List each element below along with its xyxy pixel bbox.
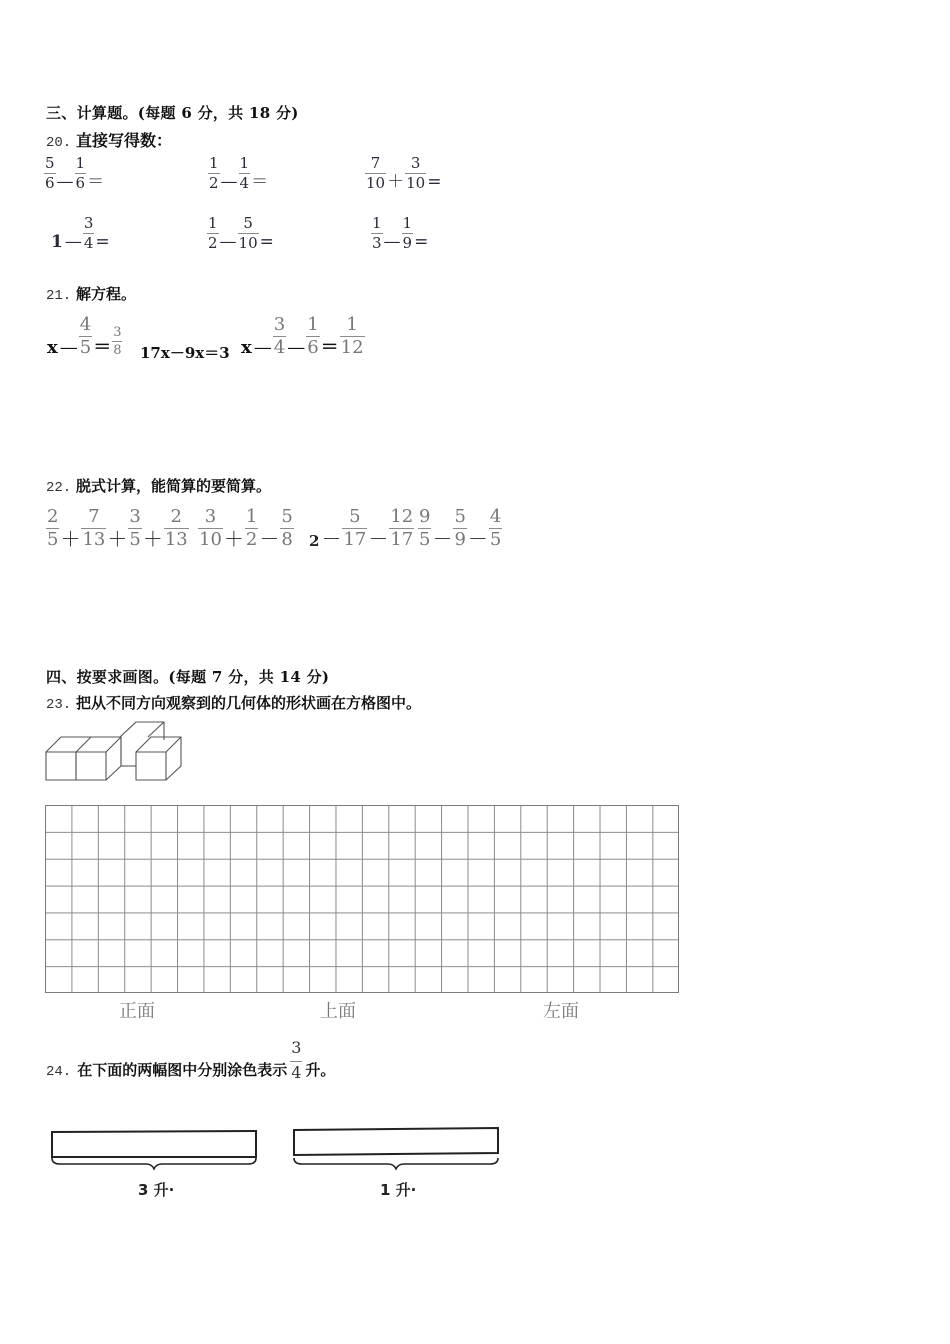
denominator: 17 xyxy=(390,529,414,550)
numerator: 12 xyxy=(390,506,414,527)
denominator: 4 xyxy=(291,1063,302,1082)
equals-sign: ＝ xyxy=(320,337,339,358)
numerator: 3 xyxy=(410,154,421,172)
numerator: 1 xyxy=(245,506,258,527)
q20-item-4 xyxy=(50,216,111,251)
numerator: 1 xyxy=(372,214,382,232)
numerator: 9 xyxy=(419,506,431,527)
denominator: 5 xyxy=(79,337,92,358)
q22-expression-2 xyxy=(198,508,294,549)
denominator: 8 xyxy=(113,343,122,358)
bar-1-liter[interactable] xyxy=(290,1126,502,1170)
question-number: 24. xyxy=(46,1064,72,1080)
question-24-header xyxy=(46,1040,335,1081)
question-21-header xyxy=(46,283,136,304)
fraction xyxy=(208,156,220,191)
denominator: 5 xyxy=(419,529,431,550)
question-title: 把从不同方向观察到的几何体的形状画在方格图中。 xyxy=(76,694,422,712)
fraction xyxy=(453,508,466,549)
equals-sign: = xyxy=(414,232,429,252)
q22-expression-3 xyxy=(308,508,414,549)
question-22-header xyxy=(46,475,271,496)
fraction xyxy=(306,316,319,357)
fraction xyxy=(238,216,259,251)
q20-item-3 xyxy=(365,156,442,191)
numerator: 3 xyxy=(129,506,141,527)
operator: ＋ xyxy=(60,527,81,551)
fraction xyxy=(365,156,386,191)
numerator: 3 xyxy=(204,506,217,527)
operator: ＋ xyxy=(107,527,128,551)
question-20-header xyxy=(46,128,172,151)
equals-sign: = xyxy=(259,232,274,252)
fraction xyxy=(46,508,59,549)
q22-expression-4 xyxy=(418,508,502,549)
brace-icon xyxy=(52,1158,256,1169)
question-title: 脱式计算，能简算的要简算。 xyxy=(76,477,272,495)
drawing-grid[interactable] xyxy=(45,805,679,993)
bar-2-label: 1 升· xyxy=(380,1181,417,1199)
fraction xyxy=(164,508,189,549)
numerator: 7 xyxy=(88,506,100,527)
fraction xyxy=(402,216,414,251)
denominator: 12 xyxy=(340,337,364,358)
numerator: 1 xyxy=(307,314,319,335)
q22-expression-1 xyxy=(46,508,189,549)
operator: － xyxy=(467,527,488,551)
operator: — xyxy=(219,232,237,252)
numerator: 3 xyxy=(83,214,94,232)
section-3-heading-text: 三、计算题。(每题 6 分，共 18 分) xyxy=(46,104,299,122)
denominator: 10 xyxy=(366,174,386,192)
view-label-front: 正面 xyxy=(119,1001,155,1021)
denominator: 4 xyxy=(273,337,286,358)
question-number: 22. xyxy=(46,480,72,496)
fraction xyxy=(239,156,251,191)
question-title: 解方程。 xyxy=(76,285,137,303)
fraction xyxy=(83,216,95,251)
denominator: 9 xyxy=(402,234,413,252)
fraction-bar xyxy=(112,341,122,342)
question-number: 20. xyxy=(46,135,72,151)
variable: x xyxy=(47,337,58,358)
fraction xyxy=(290,1040,302,1081)
numerator: 1 xyxy=(402,214,413,232)
brace-icon xyxy=(294,1158,498,1169)
whole-number: 1 xyxy=(51,232,63,252)
fraction xyxy=(112,326,122,357)
denominator: 10 xyxy=(238,234,258,252)
operator: — xyxy=(56,172,74,192)
fraction xyxy=(342,508,367,549)
numerator: 3 xyxy=(273,314,286,335)
equals-sign: ＝ xyxy=(93,337,112,358)
variable: x xyxy=(241,337,252,358)
question-title: 直接写得数： xyxy=(76,131,173,150)
denominator: 8 xyxy=(281,529,293,550)
operator: ＋ xyxy=(142,527,163,551)
fraction xyxy=(389,508,414,549)
fraction xyxy=(489,508,502,549)
numerator: 1 xyxy=(209,154,219,172)
operator: — xyxy=(383,232,401,252)
denominator: 10 xyxy=(199,529,222,550)
numerator: 3 xyxy=(291,1038,302,1057)
denominator: 10 xyxy=(406,174,426,192)
operator: ＋ xyxy=(223,527,244,551)
cube-solid-figure xyxy=(44,718,182,782)
numerator: 5 xyxy=(454,506,466,527)
q21-equation-1 xyxy=(46,316,122,357)
numerator: 2 xyxy=(170,506,182,527)
numerator: 1 xyxy=(239,154,250,172)
denominator: 6 xyxy=(307,337,319,358)
numerator: 1 xyxy=(208,214,218,232)
denominator: 4 xyxy=(83,234,94,252)
fraction xyxy=(198,508,223,549)
operator: — xyxy=(220,172,238,192)
numerator: 5 xyxy=(243,214,253,232)
numerator: 5 xyxy=(281,506,293,527)
denominator: 5 xyxy=(489,529,502,550)
operator: — xyxy=(287,337,306,358)
denominator: 2 xyxy=(208,234,218,252)
question-23-header xyxy=(46,692,421,713)
view-label-left: 左面 xyxy=(543,1001,579,1021)
operator: — xyxy=(59,337,78,358)
denominator: 6 xyxy=(45,174,55,192)
operator: － xyxy=(321,527,342,551)
operator: — xyxy=(253,337,272,358)
operator: — xyxy=(64,232,82,252)
fraction xyxy=(128,508,141,549)
numerator: 1 xyxy=(75,154,86,172)
section-3-heading xyxy=(46,102,299,123)
operator: － xyxy=(432,527,453,551)
denominator: 4 xyxy=(239,174,250,192)
fraction xyxy=(280,508,293,549)
denominator: 13 xyxy=(82,529,106,550)
denominator: 6 xyxy=(75,174,86,192)
fraction xyxy=(207,216,219,251)
q21-equation-2: 17x－9x＝3 xyxy=(140,344,230,362)
question-title-suffix: 升。 xyxy=(305,1061,336,1079)
fraction xyxy=(75,156,87,191)
numerator: 5 xyxy=(45,154,55,172)
question-number: 21. xyxy=(46,288,72,304)
view-label-top: 上面 xyxy=(320,1001,356,1021)
fraction xyxy=(273,316,286,357)
fraction xyxy=(340,316,365,357)
denominator: 3 xyxy=(372,234,382,252)
denominator: 9 xyxy=(454,529,466,550)
bar-1-label: 3 升· xyxy=(138,1181,175,1199)
numerator: 7 xyxy=(370,154,381,172)
fraction xyxy=(405,156,426,191)
q20-item-6 xyxy=(371,216,429,251)
question-number: 23. xyxy=(46,697,72,713)
fraction-bar xyxy=(290,1061,302,1062)
question-title-prefix: 在下面的两幅图中分别涂色表示 xyxy=(77,1061,288,1079)
fraction xyxy=(418,508,431,549)
bar-3-liters[interactable] xyxy=(48,1128,260,1170)
q20-item-2 xyxy=(208,156,269,191)
equals-sign: = xyxy=(95,232,110,252)
numerator: 1 xyxy=(346,314,358,335)
denominator: 13 xyxy=(164,529,188,550)
denominator: 5 xyxy=(129,529,141,550)
fraction xyxy=(81,508,106,549)
numerator: 2 xyxy=(47,506,59,527)
denominator: 5 xyxy=(47,529,59,550)
section-4-heading xyxy=(46,666,329,687)
numerator: 4 xyxy=(79,314,92,335)
denominator: 2 xyxy=(209,174,219,192)
denominator: 17 xyxy=(343,529,367,550)
operator: － xyxy=(368,527,389,551)
numerator: 5 xyxy=(349,506,361,527)
q21-equation-3 xyxy=(240,316,365,357)
operator: － xyxy=(259,527,280,551)
q20-item-5 xyxy=(207,216,275,251)
fraction xyxy=(371,216,383,251)
fraction xyxy=(79,316,92,357)
equals-sign: = xyxy=(427,172,442,192)
numerator: 4 xyxy=(489,506,502,527)
whole-number: 2 xyxy=(309,532,320,550)
equals-sign: ＝ xyxy=(251,172,269,192)
equals-sign: ＝ xyxy=(87,172,105,192)
denominator: 2 xyxy=(245,529,258,550)
fraction xyxy=(44,156,56,191)
fraction xyxy=(245,508,258,549)
numerator: 3 xyxy=(113,325,122,340)
operator: ＋ xyxy=(387,172,405,192)
section-4-heading-text: 四、按要求画图。(每题 7 分，共 14 分) xyxy=(46,668,330,686)
q20-item-1 xyxy=(44,156,105,191)
